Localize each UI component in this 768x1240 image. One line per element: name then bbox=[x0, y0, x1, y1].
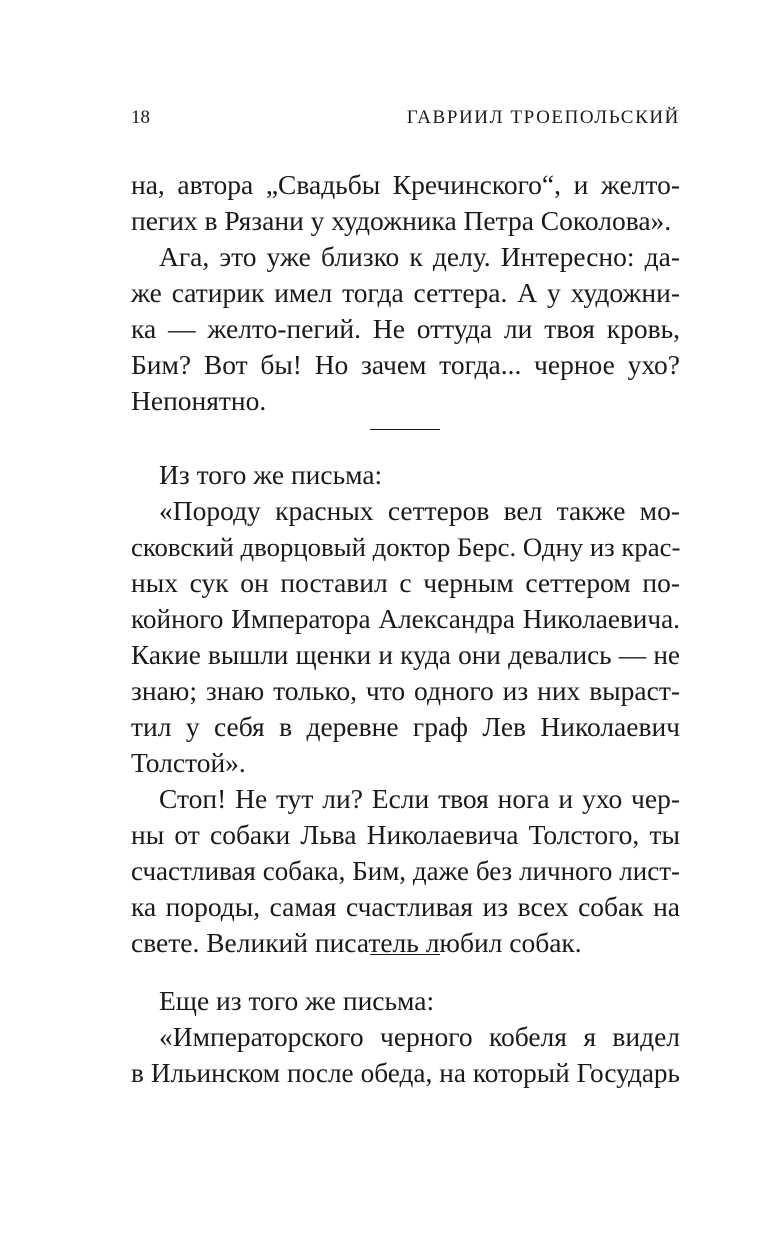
text-line: счастливая собака, Бим, даже без личного лист- bbox=[131, 856, 680, 886]
text-line: свете. Великий писатель любил собак. bbox=[131, 927, 582, 958]
text-line: пегих в Рязани у художника Петра Соколова». bbox=[131, 205, 672, 236]
text-line: сковский дворцовый доктор Берс. Одну из крас- bbox=[131, 532, 681, 562]
section-divider bbox=[370, 429, 440, 430]
page-number: 18 bbox=[131, 107, 150, 128]
text-line: в Ильинском после обеда, на который Государь bbox=[131, 1058, 680, 1088]
text-line: койного Императора Александра Николаевича. bbox=[131, 604, 680, 634]
text-line: Стоп! Не тут ли? Если твоя нога и ухо чер- bbox=[159, 783, 680, 814]
text-line: знаю; знаю только, что одного из них выраст- bbox=[131, 675, 680, 706]
text-line: Непонятно. bbox=[131, 385, 267, 416]
text-line: Какие вышли щенки и куда они девались — не bbox=[131, 640, 680, 670]
text-line: Толстой». bbox=[131, 747, 246, 778]
text-line: ны от собаки Льва Николаевича Толстого, ты bbox=[131, 819, 680, 850]
text-line: Ага, это уже близко к делу. Интересно: да- bbox=[159, 241, 680, 272]
text-line: Еще из того же письма: bbox=[159, 985, 435, 1016]
text-line: Из того же письма: bbox=[159, 459, 383, 490]
running-head-author: ГАВРИИЛ ТРОЕПОЛЬСКИЙ bbox=[406, 107, 680, 128]
text-line: ка породы, самая счастливая из всех собак на bbox=[131, 891, 680, 922]
text-line: ных сук он поставил с черным сеттером по- bbox=[131, 567, 680, 598]
text-line: же сатирик имел тогда сеттера. А у художни- bbox=[131, 277, 680, 308]
text-line: на, автора „Свадьбы Кречинского“, и желто- bbox=[131, 169, 680, 200]
running-head bbox=[131, 104, 680, 132]
text-line: Бим? Вот бы! Но зачем тогда... черное ухо? bbox=[131, 349, 680, 380]
text-line: «Императорского черного кобеля я видел bbox=[159, 1021, 680, 1052]
text-line: ка — желто-пегий. Не оттуда ли твоя кровь, bbox=[131, 313, 680, 344]
text-line: тил у себя в деревне граф Лев Николаевич bbox=[131, 711, 680, 742]
text-line: «Породу красных сеттеров вел также мо- bbox=[159, 495, 680, 526]
section-divider bbox=[370, 954, 440, 955]
